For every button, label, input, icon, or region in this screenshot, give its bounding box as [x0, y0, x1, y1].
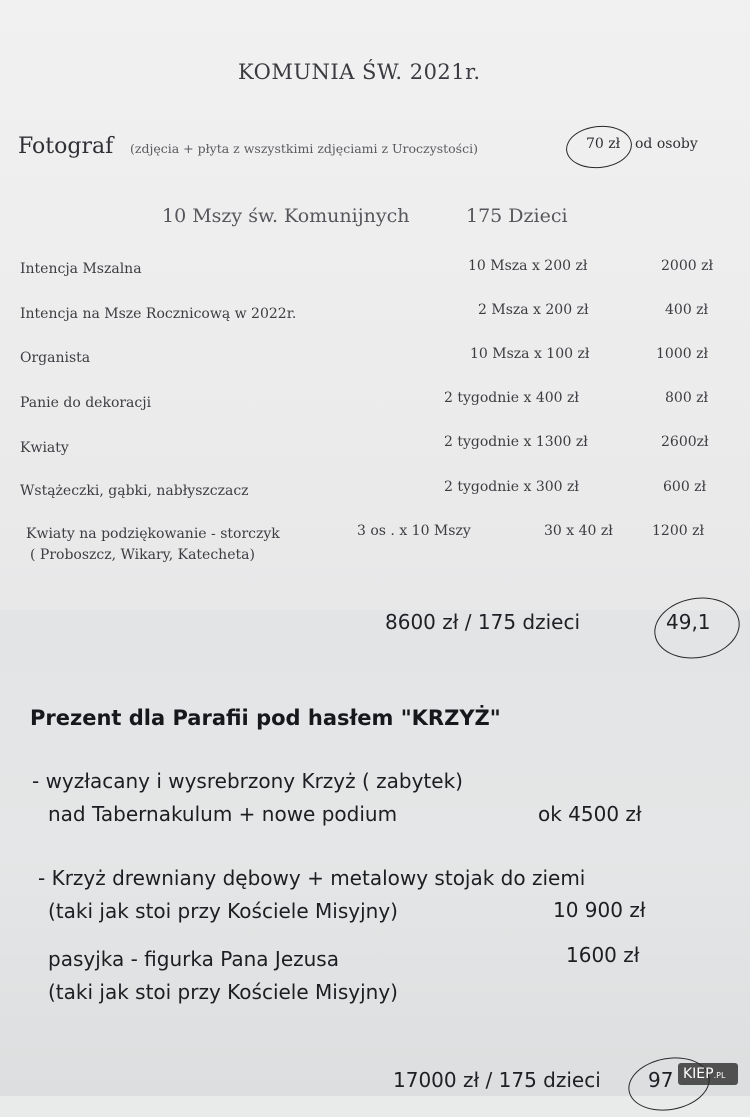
gift-item-line: - wyzłacany i wysrebrzony Krzyż ( zabytek): [32, 769, 463, 793]
cost-row-quantity: 30 x 40 zł: [544, 523, 613, 539]
cost-row-amount: 2600zł: [661, 434, 709, 450]
cost-per-child: 49,1: [666, 610, 711, 634]
gift-item-line: (taki jak stoi przy Kościele Misyjny): [48, 899, 398, 923]
gift-item-line: - Krzyż drewniany dębowy + metalowy stojak do ziemi: [38, 866, 586, 890]
cost-row-quantity: 2 tygodnie x 1300 zł: [444, 434, 588, 450]
cost-row-amount: 2000 zł: [661, 258, 713, 274]
cost-row-quantity: 2 tygodnie x 300 zł: [444, 479, 579, 495]
cost-row-label: Kwiaty: [20, 440, 69, 456]
cost-row-label: Organista: [20, 350, 91, 366]
gift-summary: 17000 zł / 175 dzieci: [393, 1068, 601, 1092]
cost-summary: 8600 zł / 175 dzieci: [385, 610, 581, 634]
gift-item-price: 1600 zł: [566, 943, 640, 967]
cost-row-sublabel: ( Proboszcz, Wikary, Katecheta): [30, 547, 255, 563]
cost-row-label: Panie do dekoracji: [20, 395, 152, 411]
photographer-label: Fotograf: [18, 134, 114, 159]
gift-item-price: ok 4500 zł: [538, 802, 642, 826]
gift-heading: Prezent dla Parafii pod hasłem "KRZYŻ": [30, 706, 501, 730]
cost-row-quantity: 10 Msza x 200 zł: [468, 258, 588, 274]
gift-per-child: 97: [648, 1068, 674, 1092]
cost-row-label: Kwiaty na podziękowanie - storczyk: [26, 526, 280, 542]
photographer-note: (zdjęcia + płyta z wszystkimi zdjęciami z Uroczystości): [130, 141, 478, 156]
document-lower-section: [0, 610, 750, 1096]
photographer-price: 70 zł: [586, 136, 621, 152]
cost-row-persons: 3 os . x 10 Mszy: [357, 523, 471, 539]
cost-row-amount: 1200 zł: [652, 523, 704, 539]
gift-item-line: nad Tabernakulum + nowe podium: [48, 802, 398, 826]
masses-count-heading: 10 Mszy św. Komunijnych: [162, 205, 410, 227]
gift-item-price: 10 900 zł: [553, 898, 646, 922]
cost-row-amount: 800 zł: [665, 390, 709, 406]
watermark-suffix: .PL: [713, 1071, 726, 1080]
photographer-per-person: od osoby: [635, 136, 698, 152]
cost-row-quantity: 2 tygodnie x 400 zł: [444, 390, 579, 406]
watermark-text: KIEP: [683, 1066, 714, 1082]
gift-item-line: (taki jak stoi przy Kościele Misyjny): [48, 980, 398, 1004]
cost-row-label: Intencja na Msze Rocznicową w 2022r.: [20, 306, 297, 322]
cost-row-quantity: 2 Msza x 200 zł: [478, 302, 589, 318]
cost-row-label: Wstążeczki, gąbki, nabłyszczacz: [20, 483, 249, 499]
cost-row-amount: 1000 zł: [656, 346, 708, 362]
children-count-heading: 175 Dzieci: [466, 205, 568, 227]
cost-row-quantity: 10 Msza x 100 zł: [470, 346, 590, 362]
site-watermark-logo: [678, 1063, 738, 1085]
cost-row-amount: 400 zł: [665, 302, 709, 318]
document-title: KOMUNIA ŚW. 2021r.: [238, 60, 481, 84]
gift-item-line: pasyjka - figurka Pana Jezusa: [48, 947, 339, 971]
cost-row-amount: 600 zł: [663, 479, 707, 495]
cost-row-label: Intencja Mszalna: [20, 261, 142, 277]
